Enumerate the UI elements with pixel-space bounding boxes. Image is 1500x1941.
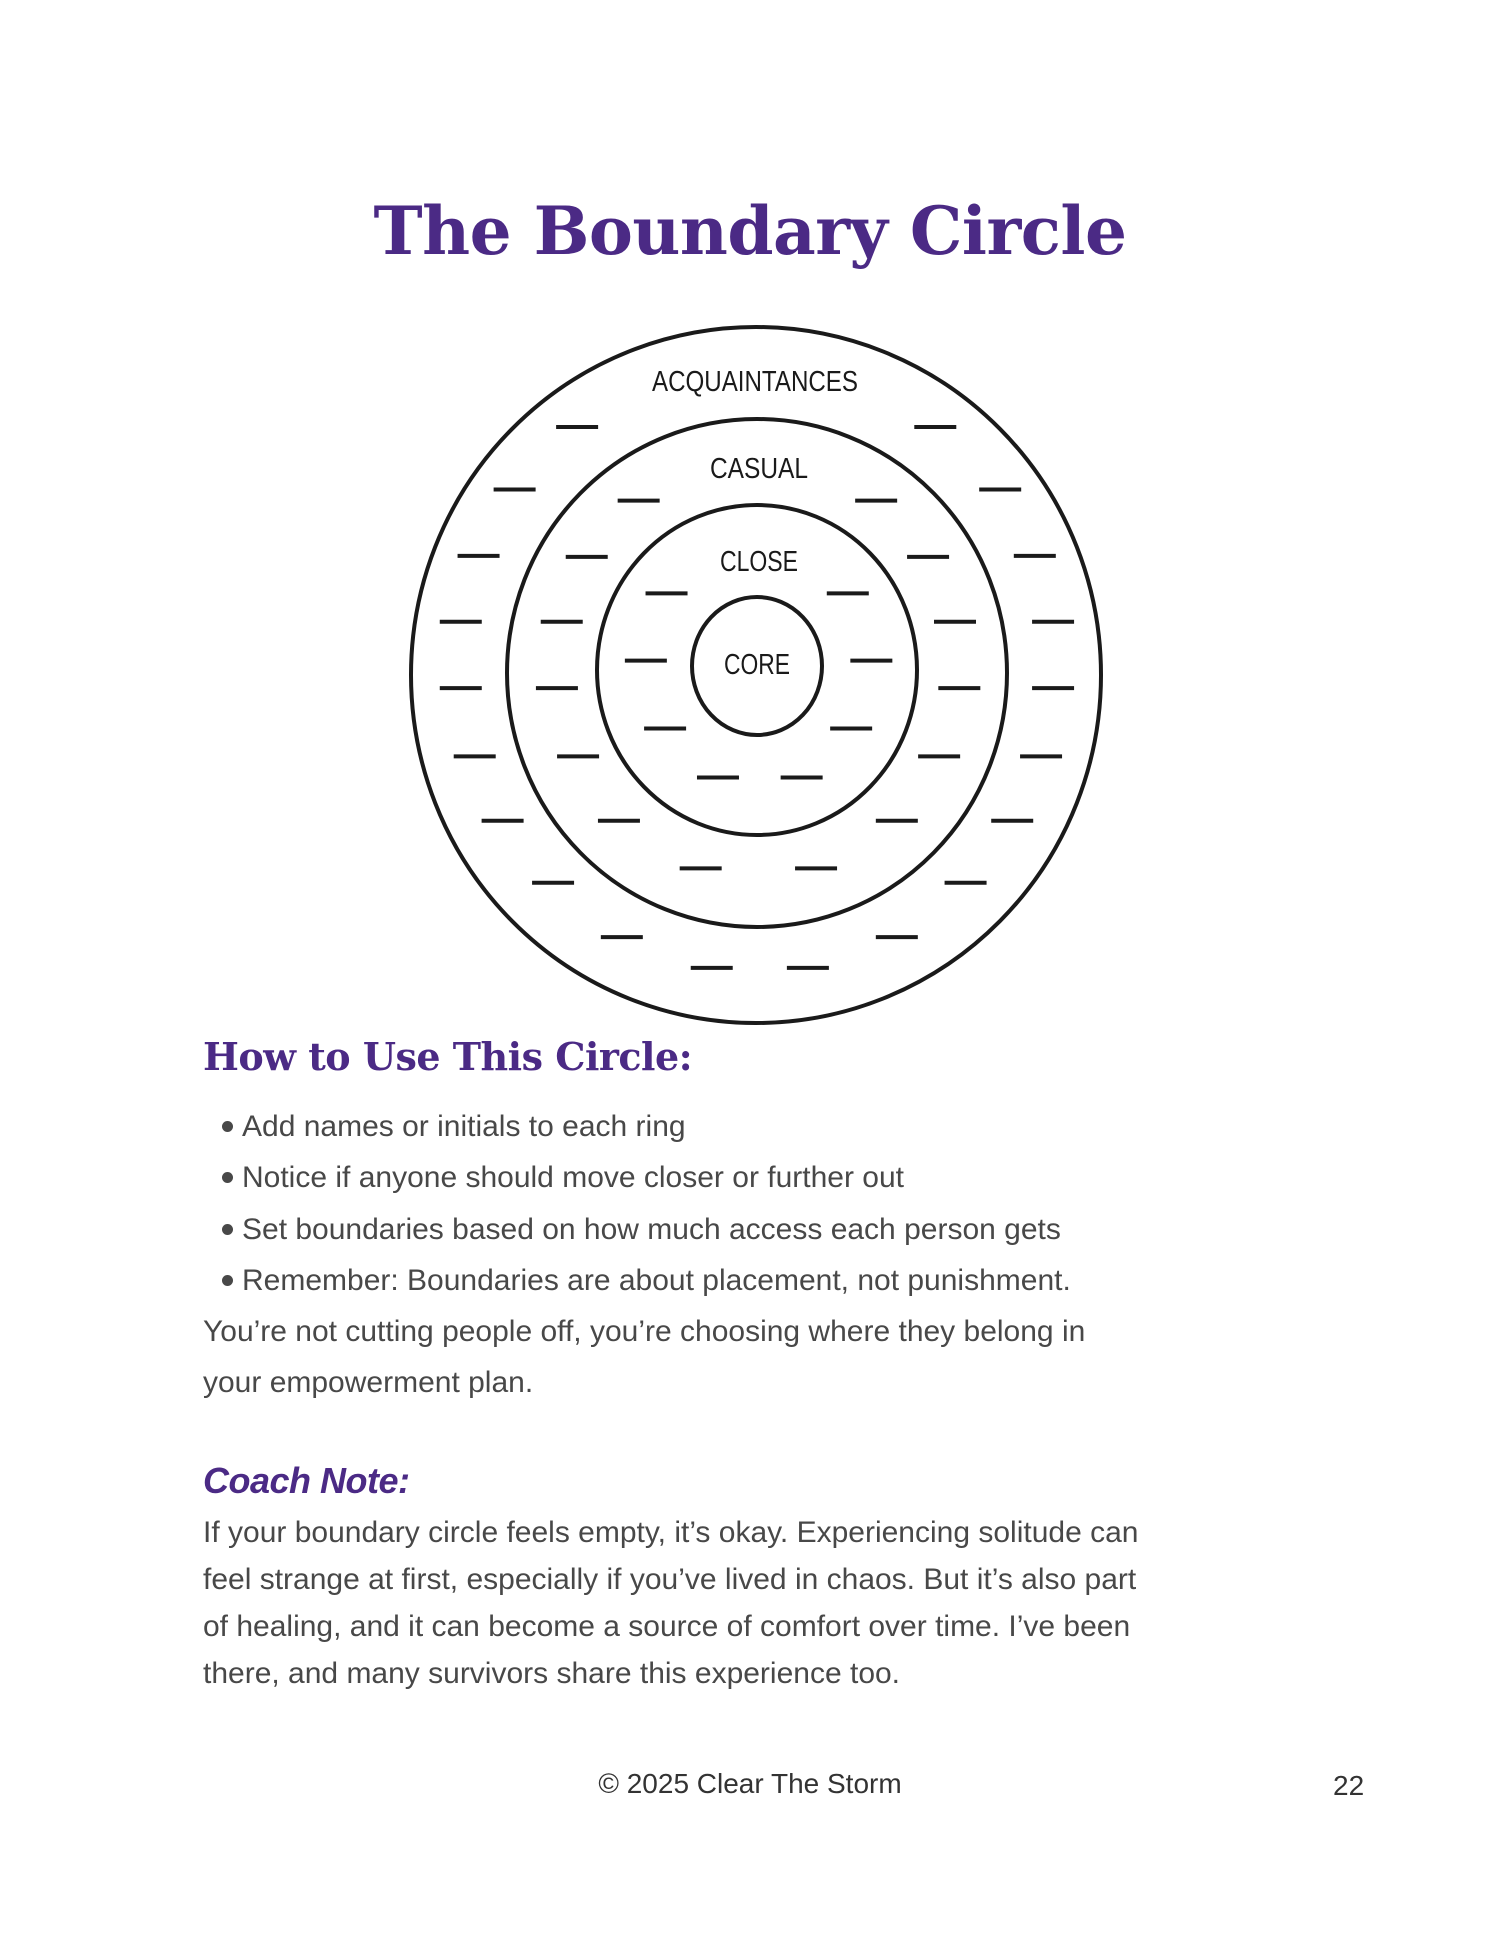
bullet-icon [222, 1224, 233, 1235]
bullet-item [222, 1109, 686, 1145]
page-title: The Boundary Circle [373, 192, 1127, 270]
bullet-icon [222, 1172, 233, 1183]
ring-label-close: CLOSE [720, 546, 798, 578]
bullet-text: Notice if anyone should move closer or further out [242, 1161, 905, 1194]
coach-note-line: there, and many survivors share this experience too. [203, 1657, 901, 1690]
bullet-text: Set boundaries based on how much access each person gets [242, 1213, 1061, 1246]
bullet-text: Remember: Boundaries are about placement, not punishment. [242, 1264, 1071, 1297]
ring-label-casual: CASUAL [710, 453, 808, 485]
coach-note-line: feel strange at first, especially if you’ve lived in chaos. But it’s also part [203, 1563, 1137, 1596]
bullet-text: Add names or initials to each ring [242, 1110, 686, 1143]
coach-note-line: If your boundary circle feels empty, it’s okay. Experiencing solitude can [203, 1516, 1139, 1549]
ring-label-acquaintances: ACQUAINTANCES [652, 366, 858, 398]
bullet-item [222, 1263, 1071, 1299]
body-text-line: your empowerment plan. [203, 1366, 534, 1399]
coach-note-heading: Coach Note: [203, 1460, 410, 1501]
coach-note-line: of healing, and it can become a source of comfort over time. I’ve been [203, 1610, 1131, 1643]
bullet-item [222, 1160, 904, 1196]
ring-label-core: CORE [724, 649, 790, 681]
how-to-heading: How to Use This Circle: [203, 1034, 693, 1079]
body-text-line: You’re not cutting people off, you’re choosing where they belong in [203, 1315, 1086, 1348]
bullet-icon [222, 1121, 233, 1132]
bullet-icon [222, 1275, 233, 1286]
bullet-item [222, 1212, 1061, 1248]
page-number: 22 [1333, 1770, 1365, 1801]
copyright-footer: © 2025 Clear The Storm [598, 1768, 902, 1799]
